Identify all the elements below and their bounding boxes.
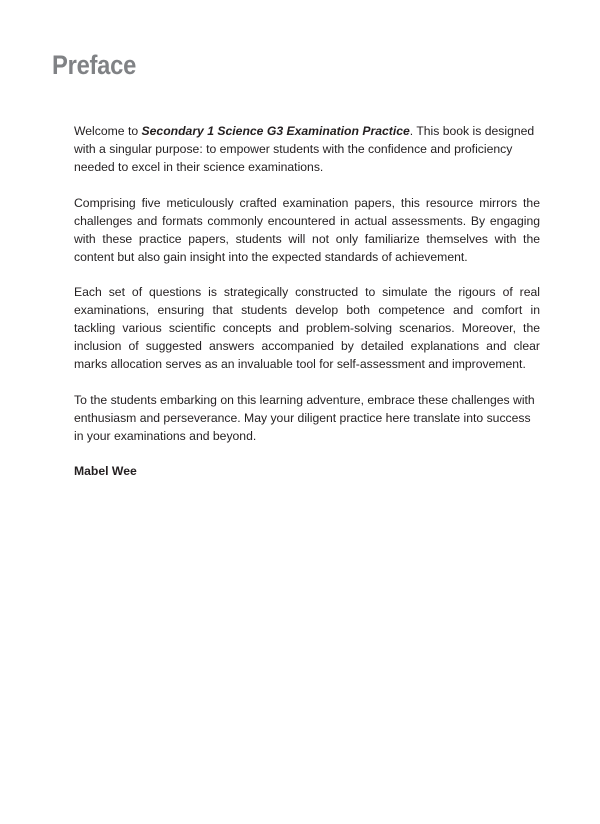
- paragraph-students: To the students embarking on this learning adventure, embrace these challenges with enthusiasm and perseverance. May your diligent practice here translate into success in your examinations and beyond.: [74, 392, 535, 443]
- page-title: Preface: [52, 50, 137, 80]
- paragraph-questions: Each set of questions is strategically constructed to simulate the rigours of real examinations, ensuring that students develop both competence and comfort in tackling various scientific concepts and problem-solving scenarios. Moreover, the inclusion of suggested answers accompanied by detailed explanations and clear marks allocation serves as an invaluable tool for self-assessment and improvement.: [74, 285, 540, 371]
- paragraph-welcome-intro: Welcome to: [74, 124, 142, 138]
- paragraph-welcome-rest: . This book is designed with a singular purpose: to empower students with the confidence and proficiency needed to excel in their science examinations.: [74, 124, 535, 174]
- book-title: Secondary 1 Science G3 Examination Practice: [141, 124, 410, 138]
- paragraph-comprising: Comprising five meticulously crafted examination papers, this resource mirrors the challenges and formats commonly encountered in actual assessments. By engaging with these practice papers, students will not only familiarize themselves with the content but also gain insight into the expected standards of achievement.: [74, 195, 540, 264]
- preface-body: [74, 122, 540, 480]
- paragraph-welcome: [74, 122, 540, 176]
- author-signature: Mabel Wee: [74, 464, 137, 478]
